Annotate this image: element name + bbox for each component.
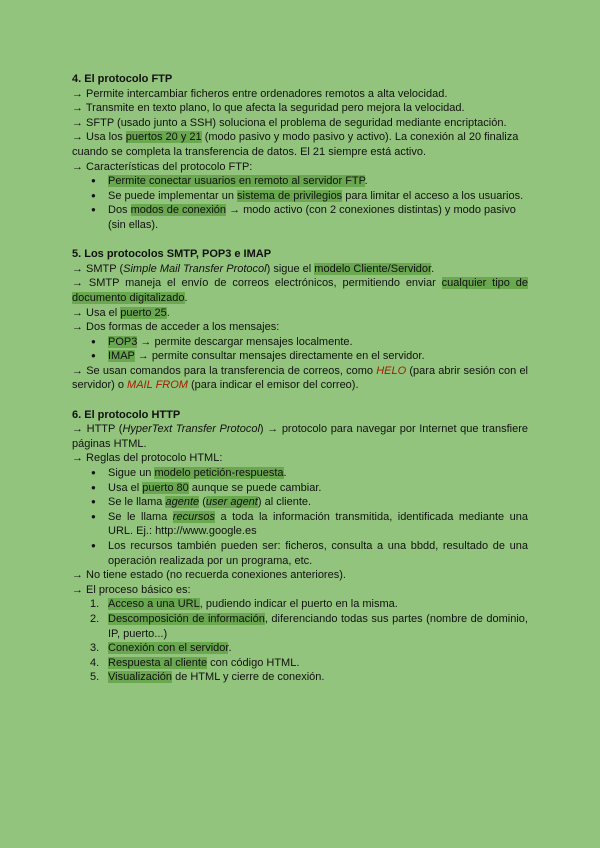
list-item: ● IMAP → permite consultar mensajes directamente en el servidor. — [72, 349, 528, 364]
highlight: user agent — [205, 496, 258, 509]
bullet-list — [72, 466, 528, 568]
list-item: ● POP3 → permite descargar mensajes localmente. — [72, 335, 528, 350]
highlight: modelo petición-respuesta — [154, 467, 284, 480]
section-title: 4. El protocolo FTP — [72, 73, 173, 85]
paragraph-line: → No tiene estado (no recuerda conexiones anteriores). — [72, 569, 346, 582]
bullet-list — [72, 174, 528, 232]
list-item: ● Se puede implementar un sistema de privilegios para limitar el acceso a los usuarios. — [72, 189, 528, 204]
highlight: recursos — [172, 510, 215, 523]
command-text: HELO — [376, 364, 407, 377]
paragraph-line: → Transmite en texto plano, lo que afecta la seguridad pero mejora la velocidad. — [72, 102, 465, 115]
paragraph-line: → HTTP (HyperText Transfer Protocol) → protocolo para navegar por Internet que transfiere páginas HTML. — [72, 423, 528, 450]
paragraph-line: → SFTP (usado junto a SSH) soluciona el problema de seguridad mediante encriptación. — [72, 116, 507, 129]
bullet-list — [72, 335, 528, 364]
highlight: Conexión con el servidor — [108, 642, 229, 655]
numbered-list — [72, 597, 528, 685]
highlight: cualquier tipo de documento digitalizado — [72, 277, 528, 304]
highlight: agente — [165, 496, 200, 509]
highlight: Descomposición de información — [108, 612, 265, 625]
list-item: 3. Conexión con el servidor. — [90, 642, 232, 655]
highlight: modelo Cliente/Servidor — [314, 262, 432, 275]
list-item: 2. Descomposición de información, diferenciando todas sus partes (nombre de dominio, IP, puerto...) — [90, 612, 528, 640]
highlight: Respuesta al cliente — [108, 656, 208, 669]
list-item: ● Se le llama recursos a toda la información transmitida, identificada mediante una URL. Ej.: http://www.google.es — [72, 510, 528, 539]
highlight: Visualización — [108, 671, 173, 684]
highlight: modos de conexión — [130, 204, 227, 217]
section-http — [72, 408, 528, 685]
list-item: ● Los recursos también pueden ser: ficheros, consulta a una bbdd, resultado de una operación realizada por un programa, etc. — [72, 539, 528, 568]
paragraph-line: → SMTP (Simple Mail Transfer Protocol) sigue el modelo Cliente/Servidor. — [72, 262, 435, 275]
list-item: 4. Respuesta al cliente con código HTML. — [90, 656, 300, 669]
section-title: 5. Los protocolos SMTP, POP3 e IMAP — [72, 248, 272, 261]
list-item: ● Dos modos de conexión → modo activo (con 2 conexiones distintas) y modo pasivo (sin ellas). — [72, 203, 528, 232]
list-item: ● Permite conectar usuarios en remoto al servidor FTP. — [72, 174, 528, 189]
section-ftp — [72, 72, 528, 233]
section-title: 6. El protocolo HTTP — [72, 408, 181, 421]
list-item: 5. Visualización de HTML y cierre de conexión. — [90, 671, 325, 684]
paragraph-line: → Características del protocolo FTP: — [72, 160, 253, 173]
section-smtp — [72, 247, 528, 393]
command-text: MAIL FROM — [127, 379, 188, 392]
paragraph-line: → Permite intercambiar ficheros entre ordenadores remotos a alta velocidad. — [72, 87, 448, 100]
paragraph-line: → Usa los puertos 20 y 21 (modo pasivo y modo pasivo y activo). La conexión al 20 finaliza cuando se completa la transferencia de datos. El 21 siempre está activo. — [72, 131, 519, 158]
highlight: Acceso a una URL — [108, 598, 200, 611]
paragraph-line: → Dos formas de acceder a los mensajes: — [72, 321, 280, 334]
highlight: POP3 — [108, 335, 138, 348]
highlight: sistema de privilegios — [237, 189, 343, 202]
list-item: ● Se le llama agente (user agent) al cliente. — [72, 495, 528, 510]
paragraph-line: → Usa el puerto 25. — [72, 306, 170, 319]
paragraph-line: → Reglas del protocolo HTML: — [72, 452, 223, 465]
highlight: puerto 25 — [120, 306, 167, 319]
paragraph-line: → SMTP maneja el envío de correos electrónicos, permitiendo enviar cualquier tipo de documento digitalizado. — [72, 277, 528, 304]
highlight: puertos 20 y 21 — [125, 131, 202, 144]
highlight: Permite conectar usuarios en remoto al servidor FTP — [108, 175, 365, 188]
list-item: 1. Acceso a una URL, pudiendo indicar el puerto en la misma. — [90, 598, 398, 611]
paragraph-line: → Se usan comandos para la transferencia de correos, como HELO (para abrir sesión con el servidor) o MAIL FROM (para indicar el emisor del correo). — [72, 364, 529, 392]
list-item: ● Usa el puerto 80 aunque se puede cambiar. — [72, 481, 528, 496]
highlight: puerto 80 — [142, 481, 189, 494]
list-item: ● Sigue un modelo petición-respuesta. — [72, 466, 528, 481]
highlight: IMAP — [108, 350, 135, 363]
paragraph-line: → El proceso básico es: — [72, 583, 191, 596]
